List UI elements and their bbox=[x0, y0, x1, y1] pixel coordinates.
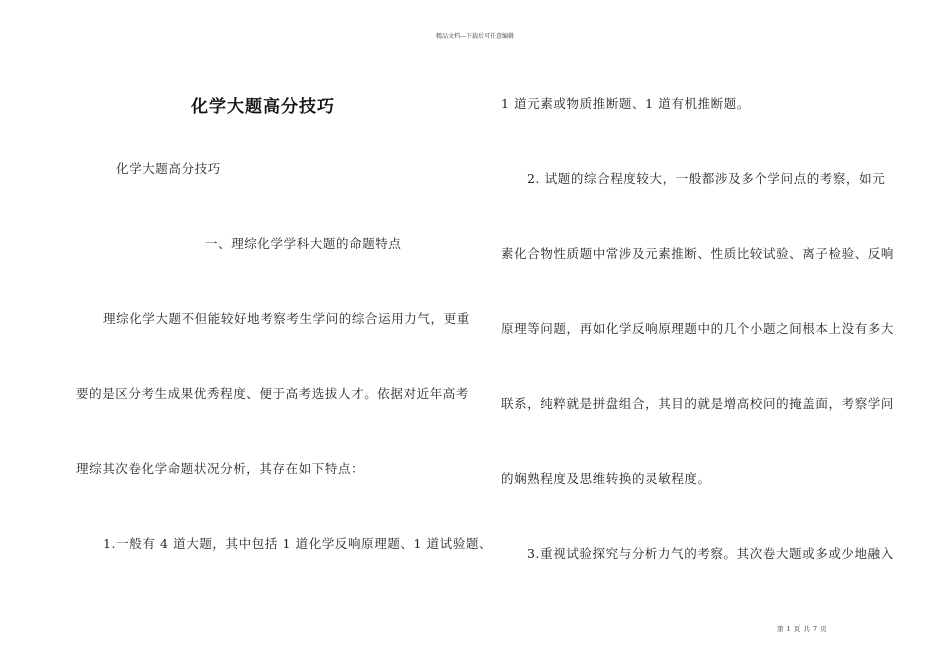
paragraph-line: 素化合物性质题中常涉及元素推断、性质比较试验、离子检验、反响 bbox=[501, 246, 895, 261]
paragraph-line: 的娴熟程度及思维转换的灵敏程度。 bbox=[501, 471, 711, 486]
page-header-note: 精品文档---下载后可任意编辑 bbox=[435, 33, 515, 40]
section-heading: 一、理综化学学科大题的命题特点 bbox=[205, 236, 402, 251]
paragraph-line: 原理等问题，再如化学反响原理题中的几个小题之间根本上没有多大 bbox=[501, 321, 895, 336]
list-item-line: 1.一般有 4 道大题，其中包括 1 道化学反响原理题、1 道试验题、 bbox=[103, 536, 493, 551]
document-title: 化学大题高分技巧 bbox=[191, 97, 335, 117]
paragraph-line: 理综化学大题不但能较好地考察考生学问的综合运用力气，更重 bbox=[103, 311, 470, 326]
page-number: 第 1 页 共 7 页 bbox=[777, 625, 828, 633]
paragraph-line: 联系，纯粹就是拼盘组合，其目的就是增高校问的掩盖面，考察学问 bbox=[501, 396, 895, 411]
list-item-line: 3.重视试验探究与分析力气的考察。其次卷大题或多或少地融入 bbox=[527, 546, 894, 561]
paragraph-line: 要的是区分考生成果优秀程度、便于高考选拔人才。依据对近年高考 bbox=[76, 386, 470, 401]
paragraph-line: 理综其次卷化学命题状况分析，其存在如下特点： bbox=[76, 461, 365, 476]
list-item-line: 2. 试题的综合程度较大，一般都涉及多个学问点的考察，如元 bbox=[527, 171, 886, 186]
list-item-line: 1 道元素或物质推断题、1 道有机推断题。 bbox=[501, 96, 750, 111]
subtitle-line: 化学大题高分技巧 bbox=[116, 161, 221, 176]
